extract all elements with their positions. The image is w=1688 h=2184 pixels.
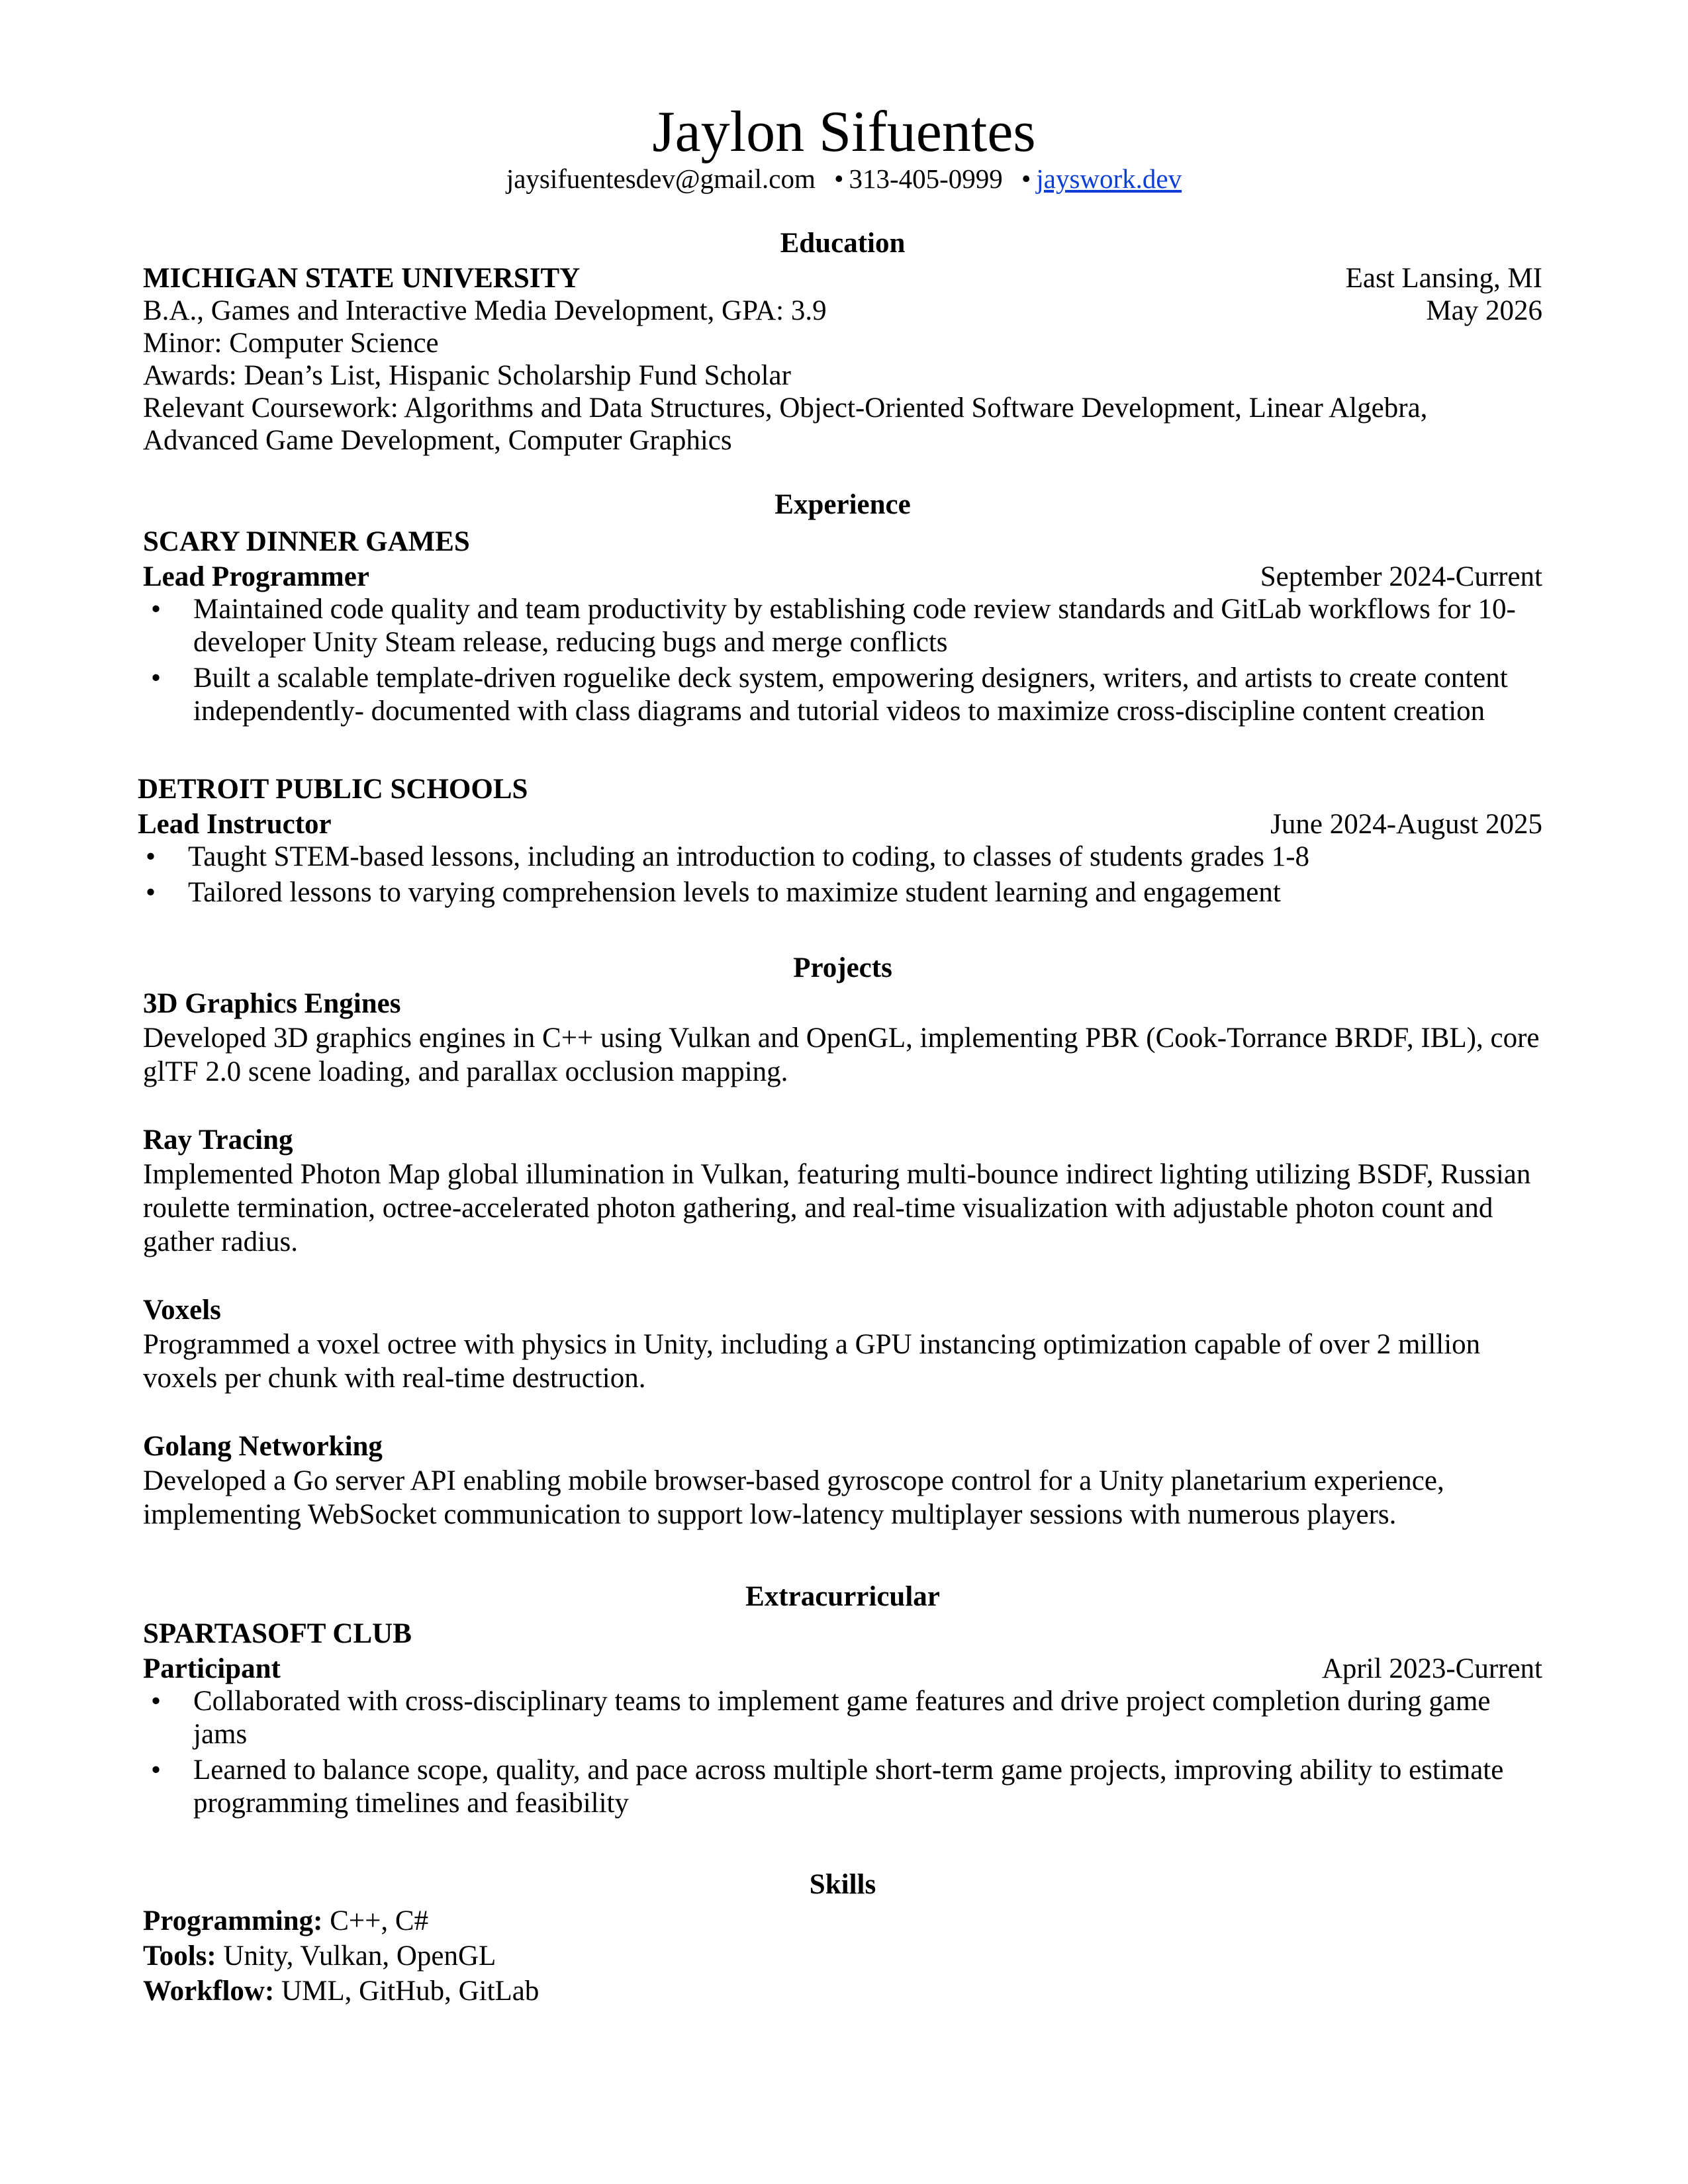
school-name: MICHIGAN STATE UNIVERSITY — [143, 263, 581, 294]
phone-text: 313-405-0999 — [849, 163, 1003, 194]
project-title: Golang Networking — [143, 1431, 383, 1462]
org-name: SCARY DINNER GAMES — [143, 526, 470, 557]
skill-label: Workflow: — [143, 1976, 275, 2007]
org-name: DETROIT PUBLIC SCHOOLS — [138, 774, 528, 805]
project-item — [143, 1123, 1542, 1259]
role-date: September 2024-Current — [1260, 561, 1542, 592]
role-date: June 2024-August 2025 — [1270, 809, 1542, 840]
extracurricular-section — [143, 1578, 1542, 1823]
bullet-icon: • — [146, 877, 156, 908]
project-title: Ray Tracing — [143, 1124, 293, 1156]
project-item — [143, 987, 1542, 1089]
bullet-icon: • — [151, 1754, 162, 1786]
candidate-name: Jaylon Sifuentes — [652, 100, 1036, 164]
separator-bullet: • — [1021, 163, 1031, 194]
degree-text: B.A., Games and Interactive Media Development, GPA: 3.9 — [143, 295, 827, 326]
contact-line — [0, 160, 1688, 197]
project-item — [143, 1430, 1542, 1531]
separator-bullet: • — [834, 163, 844, 194]
list-item: • Maintained code quality and team productivity by establishing code review standards and GitLab workflows for 10-developer Unity Steam release, reducing bugs and merge conflicts — [151, 594, 1516, 658]
list-item: • Collaborated with cross-disciplinary teams to implement game features and drive project completion during game jams — [151, 1686, 1491, 1750]
experience-job-2 — [138, 771, 1542, 912]
list-item: • Tailored lessons to varying comprehension levels to maximize student learning and engagement — [146, 877, 1281, 908]
section-title-extracurricular: Extracurricular — [745, 1581, 940, 1612]
bullet-list — [143, 1685, 1542, 1820]
project-description: Implemented Photon Map global illumination in Vulkan, featuring multi-bounce indirect lighting utilizing BSDF, Russian roulette termination, octree-accelerated photon gathering, and real-time visualization with adjustable photon count and gather radius. — [143, 1159, 1531, 1257]
bullet-list — [143, 593, 1542, 728]
role-date: April 2023-Current — [1321, 1653, 1542, 1684]
skill-value: UML, GitHub, GitLab — [281, 1976, 539, 2007]
bullet-list — [138, 841, 1542, 909]
org-name: SPARTASOFT CLUB — [143, 1618, 412, 1649]
role-row — [143, 1653, 1542, 1685]
skill-label: Tools: — [143, 1940, 216, 1972]
section-title-projects: Projects — [793, 952, 892, 983]
school-location: East Lansing, MI — [1345, 263, 1542, 294]
bullet-icon: • — [151, 1686, 162, 1717]
experience-section — [143, 486, 1542, 731]
role-row — [138, 808, 1542, 841]
skill-label: Programming: — [143, 1905, 323, 1936]
website-link[interactable]: jayswork.dev — [1036, 163, 1182, 194]
project-title: Voxels — [143, 1295, 221, 1326]
minor-text: Minor: Computer Science — [143, 328, 439, 359]
skills-section — [143, 1866, 1542, 2009]
role-title: Participant — [143, 1653, 281, 1684]
email-text: jaysifuentesdev@gmail.com — [506, 163, 816, 194]
role-title: Lead Programmer — [143, 561, 369, 592]
degree-row — [143, 295, 1542, 327]
skill-value: Unity, Vulkan, OpenGL — [223, 1940, 496, 1972]
bullet-icon: • — [146, 841, 156, 872]
project-title: 3D Graphics Engines — [143, 988, 401, 1019]
project-description: Programmed a voxel octree with physics in Unity, including a GPU instancing optimization capable of over 2 million voxels per chunk with real-time destruction. — [143, 1329, 1481, 1394]
section-title-skills: Skills — [809, 1869, 876, 1900]
skill-row — [143, 1938, 1542, 1974]
section-title-education: Education — [780, 228, 906, 259]
school-row — [143, 262, 1542, 295]
education-section — [143, 225, 1542, 457]
list-item: • Learned to balance scope, quality, and pace across multiple short-term game projects, improving ability to estimate programming timelines and feasibility — [151, 1754, 1504, 1819]
section-title-experience: Experience — [774, 489, 911, 520]
role-title: Lead Instructor — [138, 809, 332, 840]
projects-section — [143, 950, 1542, 1531]
skill-value: C++, C# — [330, 1905, 429, 1936]
list-item: • Built a scalable template-driven roguelike deck system, empowering designers, writers, and artists to create content independently- documented with class diagrams and tutorial videos to maximize cross-discipline content creation — [151, 662, 1508, 727]
project-item — [143, 1293, 1542, 1395]
graduation-date: May 2026 — [1426, 295, 1542, 326]
project-description: Developed 3D graphics engines in C++ using Vulkan and OpenGL, implementing PBR (Cook-Torrance BRDF, IBL), core glTF 2.0 scene loading, and parallax occlusion mapping. — [143, 1023, 1540, 1087]
coursework-text: Relevant Coursework: Algorithms and Data Structures, Object-Oriented Software Development, Linear Algebra, — [143, 392, 1428, 424]
skill-row — [143, 1903, 1542, 1938]
project-description: Developed a Go server API enabling mobile browser-based gyroscope control for a Unity planetarium experience, implementing WebSocket communication to support low-latency multiplayer sessions with numerous players. — [143, 1465, 1444, 1530]
skill-row — [143, 1974, 1542, 2009]
list-item: • Taught STEM-based lessons, including an introduction to coding, to classes of students grades 1-8 — [146, 841, 1310, 872]
coursework-text-cont: Advanced Game Development, Computer Graphics — [143, 425, 732, 456]
bullet-icon: • — [151, 594, 162, 625]
bullet-icon: • — [151, 662, 162, 694]
role-row — [143, 561, 1542, 593]
awards-text: Awards: Dean’s List, Hispanic Scholarship Fund Scholar — [143, 360, 791, 391]
